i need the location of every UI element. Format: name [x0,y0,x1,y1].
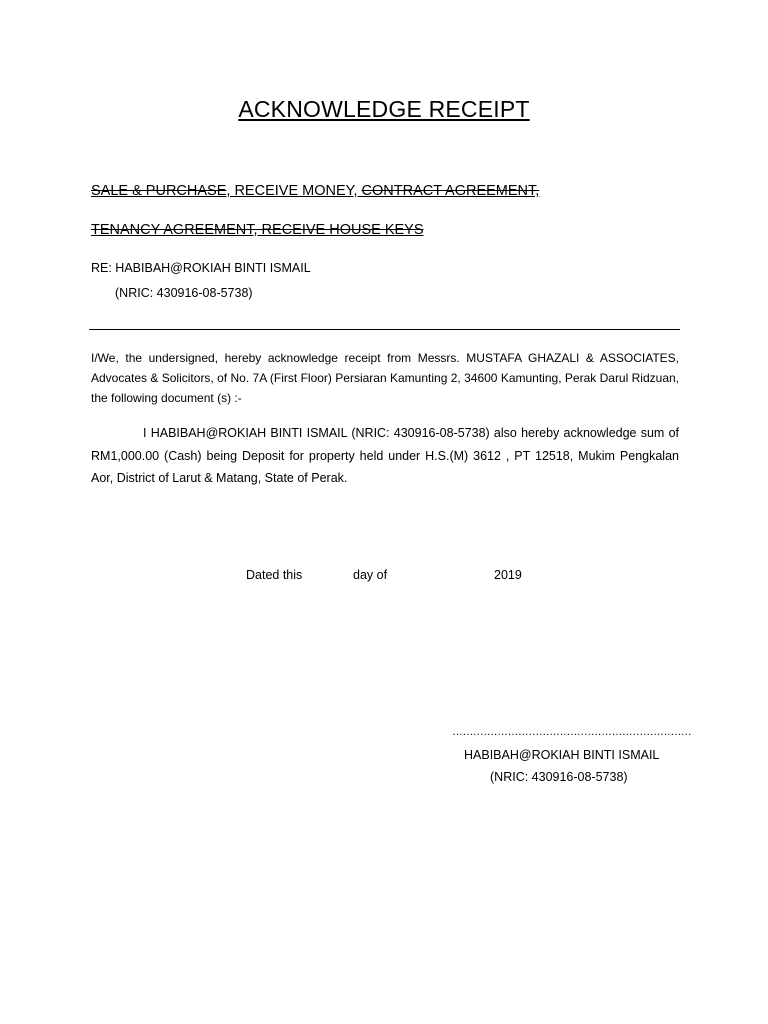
re-line: RE: HABIBAH@ROKIAH BINTI ISMAIL [91,261,311,275]
options-line-1 [91,183,539,199]
signatory-name: HABIBAH@ROKIAH BINTI ISMAIL [464,748,660,762]
document-title: ACKNOWLEDGE RECEIPT [238,96,530,122]
option-receive-money: RECEIVE MONEY [234,183,354,199]
year-label: 2019 [494,568,522,582]
option-contract-agreement: CONTRACT AGREEMENT, [361,183,540,199]
options-separator-1: , [226,183,235,199]
re-nric: (NRIC: 430916-08-5738) [115,286,253,300]
option-tenancy-receive-keys: TENANCY AGREEMENT, RECEIVE HOUSE KEYS [91,222,424,238]
option-sale-purchase: SALE & PURCHASE [91,183,227,199]
day-of-label: day of [353,568,388,582]
options-separator-2: , [353,183,362,199]
signatory-nric: (NRIC: 430916-08-5738) [490,770,628,784]
acknowledgement-paragraph: I/We, the undersigned, hereby acknowledge receipt from Messrs. MUSTAFA GHAZALI & ASSOCIATES, Advocates & Solicitors, of No. 7A (First Floor) Persiaran Kamunting 2, 34600 Kamunting, Perak Darul Ridzuan, the following document (s) :- [91,351,679,405]
signature-line: …………………………………………………………… [452,726,692,738]
horizontal-divider [89,329,680,330]
deposit-paragraph: I HABIBAH@ROKIAH BINTI ISMAIL (NRIC: 430916-08-5738) also hereby acknowledge sum of RM1,000.00 (Cash) being Deposit for property held under H.S.(M) 3612 , PT 12518, Mukim Pengkalan Aor, District of Larut & Matang, State of Perak. [91,426,679,485]
options-line-2 [91,222,424,238]
dated-this-label: Dated this [246,568,303,582]
